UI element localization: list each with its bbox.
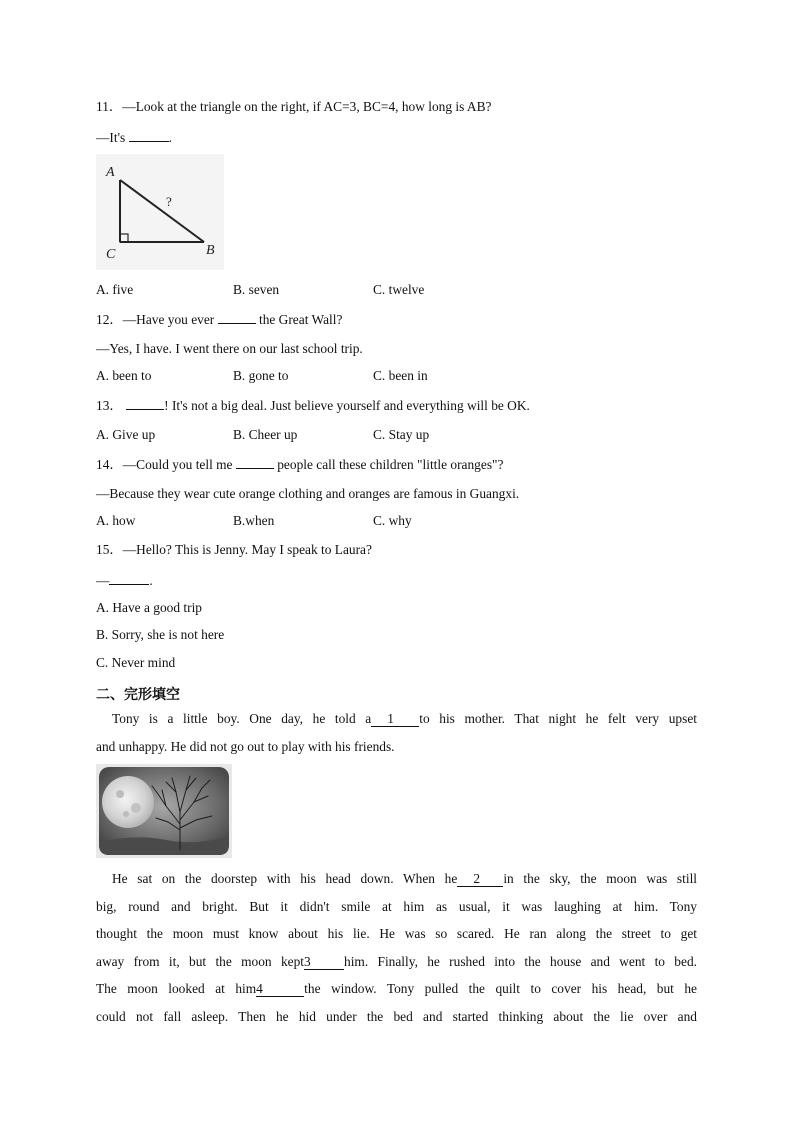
cloze-blank-4[interactable]: 4 bbox=[256, 981, 304, 997]
q15-answer-blank[interactable] bbox=[109, 571, 149, 585]
vertex-b-label: B bbox=[206, 243, 215, 258]
q15-option-b[interactable]: B. Sorry, she is not here bbox=[96, 627, 225, 642]
q15-question: 15．—Hello? This is Jenny. May I speak to Laura? bbox=[96, 542, 372, 557]
moon-tree-illustration bbox=[96, 764, 232, 858]
paragraph-line: The moon looked at him4 the window. Tony pulled the quilt to cover his head, but he bbox=[96, 981, 697, 997]
paragraph-line: He sat on the doorstep with his head down. When he 2 in the sky, the moon was still bbox=[112, 871, 698, 886]
q13-option-b[interactable]: B. Cheer up bbox=[233, 427, 298, 442]
vertex-a-label: A bbox=[106, 165, 115, 180]
q15-option-c[interactable]: C. Never mind bbox=[96, 655, 176, 670]
q12-reply: —Yes, I have. I went there on our last school trip. bbox=[96, 341, 363, 356]
q15-answer-line: — . bbox=[96, 573, 153, 588]
q11-option-b[interactable]: B. seven bbox=[233, 282, 280, 297]
q12-blank[interactable] bbox=[218, 310, 256, 324]
q12-option-a[interactable]: A. been to bbox=[96, 368, 152, 383]
cloze-blank-2[interactable]: 2 bbox=[457, 871, 503, 887]
q11-answer-blank[interactable] bbox=[129, 128, 169, 142]
q14-question: 14．—Could you tell me people call these children "little oranges"? bbox=[96, 457, 504, 472]
q11-number: 11． bbox=[96, 99, 123, 114]
q14-reply: —Because they wear cute orange clothing and oranges are famous in Guangxi. bbox=[96, 486, 520, 501]
q14-option-b[interactable]: B.when bbox=[233, 513, 275, 528]
q14-option-a[interactable]: A. how bbox=[96, 513, 136, 528]
q11-answer-line: —It's . bbox=[96, 130, 172, 145]
paragraph-line: away from it, but the moon kept3 him. Finally, he rushed into the house and went to bed. bbox=[96, 953, 697, 969]
cloze-blank-3[interactable]: 3 bbox=[304, 954, 344, 970]
q14-option-c[interactable]: C. why bbox=[373, 513, 412, 528]
q14-blank[interactable] bbox=[236, 455, 274, 469]
q15-option-a[interactable]: A. Have a good trip bbox=[96, 600, 202, 615]
q13-blank[interactable] bbox=[126, 396, 164, 410]
q12-option-b[interactable]: B. gone to bbox=[233, 368, 289, 383]
q12-question: 12．—Have you ever the Great Wall? bbox=[96, 312, 343, 327]
q11-question bbox=[96, 98, 491, 116]
cloze-paragraph-1 bbox=[96, 705, 697, 760]
q11-option-a[interactable]: A. five bbox=[96, 282, 134, 297]
q11-option-c[interactable]: C. twelve bbox=[373, 282, 425, 297]
section-heading: 二、完形填空 bbox=[96, 687, 180, 703]
cloze-paragraph-2 bbox=[96, 865, 697, 1031]
paragraph-line: could not fall asleep. Then he hid under the bed and started thinking about the lie over and bbox=[96, 1008, 697, 1024]
paragraph-line: big, round and bright. But it didn't smile at him as usual, it was laughing at him. Tony bbox=[96, 898, 697, 914]
paragraph-line: thought the moon must know about his lie. He was so scared. He ran along the street to get bbox=[96, 926, 697, 942]
q13-question: 13． ! It's not a big deal. Just believe yourself and everything will be OK. bbox=[96, 398, 530, 413]
hypotenuse-question-label: ? bbox=[166, 194, 172, 209]
q11-text: —Look at the triangle on the right, if AC=3, BC=4, how long is AB? bbox=[122, 99, 492, 114]
q13-option-c[interactable]: C. Stay up bbox=[373, 427, 430, 442]
cloze-blank-1[interactable]: 1 bbox=[371, 711, 419, 727]
paragraph-line: and unhappy. He did not go out to play with his friends. bbox=[96, 738, 395, 754]
right-triangle-figure bbox=[96, 154, 224, 270]
vertex-c-label: C bbox=[106, 247, 116, 262]
q13-option-a[interactable]: A. Give up bbox=[96, 427, 156, 442]
q12-option-c[interactable]: C. been in bbox=[373, 368, 428, 383]
paragraph-line: Tony is a little boy. One day, he told a 1 to his mother. That night he felt very upset bbox=[112, 711, 697, 726]
